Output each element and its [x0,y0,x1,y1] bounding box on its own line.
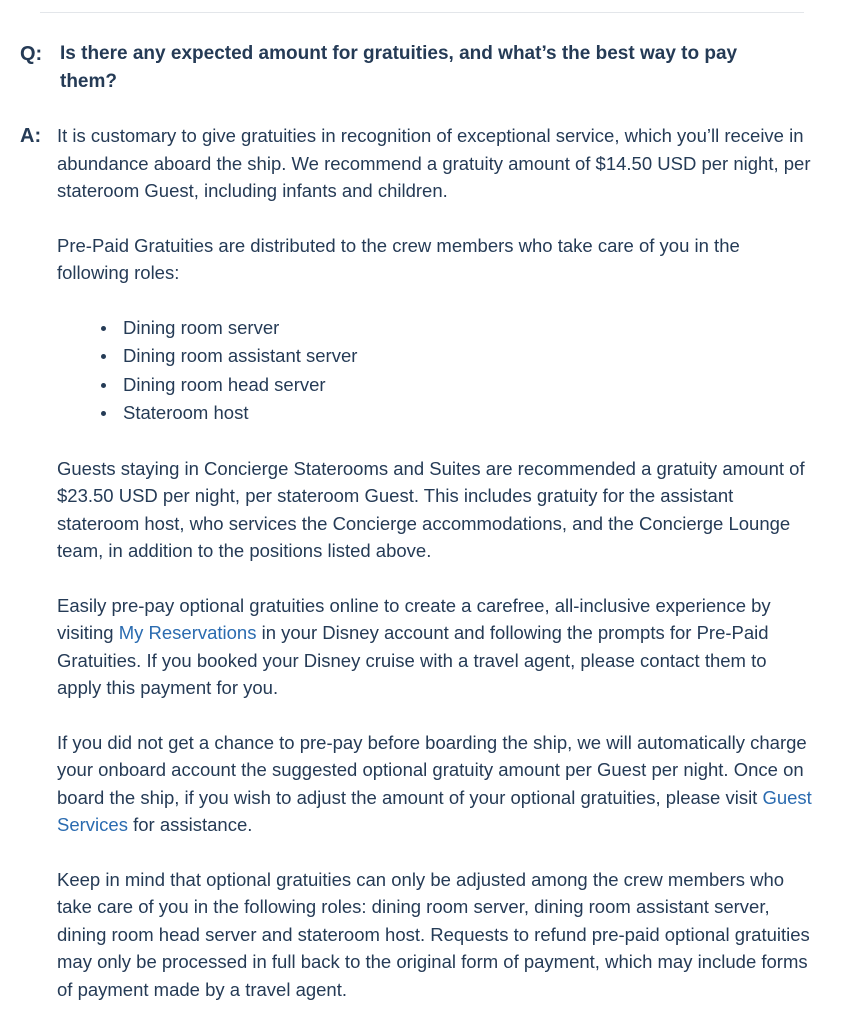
answer-paragraph-prepay [57,592,815,702]
onboard-text-before: If you did not get a chance to pre-pay before boarding the ship, we will automatically charge your onboard account the suggested optional gratuity amount per Guest per night. Once on board the ship, if you wish to adjust the amount of your optional gratuities, please visit [57,731,807,808]
onboard-text-after: for assistance. [127,814,253,835]
prepay-text-before: Easily pre-pay optional gratuities online to create a carefree, all-inclusive experience by visiting [57,594,771,643]
my-reservations-link[interactable]: My Reservations [118,622,257,643]
answer-body [57,122,815,1030]
answer-paragraph-distribution: Pre-Paid Gratuities are distributed to the crew members who take care of you in the following roles: [57,234,740,283]
answer-label: A: [20,125,42,147]
guest-services-link[interactable]: Guest Services [57,786,812,835]
list-item: Dining room head server [123,371,815,400]
question-text: Is there any expected amount for gratuities, and what’s the best way to pay them? [60,43,738,92]
answer-paragraph-recommended-amount: It is customary to give gratuities in recognition of exceptional service, which you’ll receive in abundance aboard the ship. We recommend a gratuity amount of $14.50 USD per night, per stateroom Guest, including infants and children. [57,125,811,201]
question-label: Q: [20,43,43,65]
roles-list [57,314,815,428]
top-divider [40,12,804,13]
answer-paragraph-concierge: Guests staying in Concierge Staterooms and Suites are recommended a gratuity amount of $23.50 USD per night, per stateroom Guest. This includes gratuity for the assistant stateroom host, who services the Concierge accommodations, and the Concierge Lounge team, in addition to the positions listed above. [57,457,805,561]
prepay-text-after: in your Disney account and following the prompts for Pre-Paid Gratuities. If you booked your Disney cruise with a travel agent, please contact them to apply this payment for you. [57,622,769,698]
list-item: Dining room assistant server [123,342,815,371]
answer-paragraph-adjustments: Keep in mind that optional gratuities can only be adjusted among the crew members who take care of you in the following roles: dining room server, dining room assistant server, dining room head server and stateroom host. Requests to refund pre-paid optional gratuities may only be processed in full back to the original form of payment, which may include forms of payment made by a travel agent. [57,868,810,1000]
list-item: Dining room server [123,314,815,343]
list-item: Stateroom host [123,399,815,428]
answer-paragraph-onboard [57,729,815,839]
